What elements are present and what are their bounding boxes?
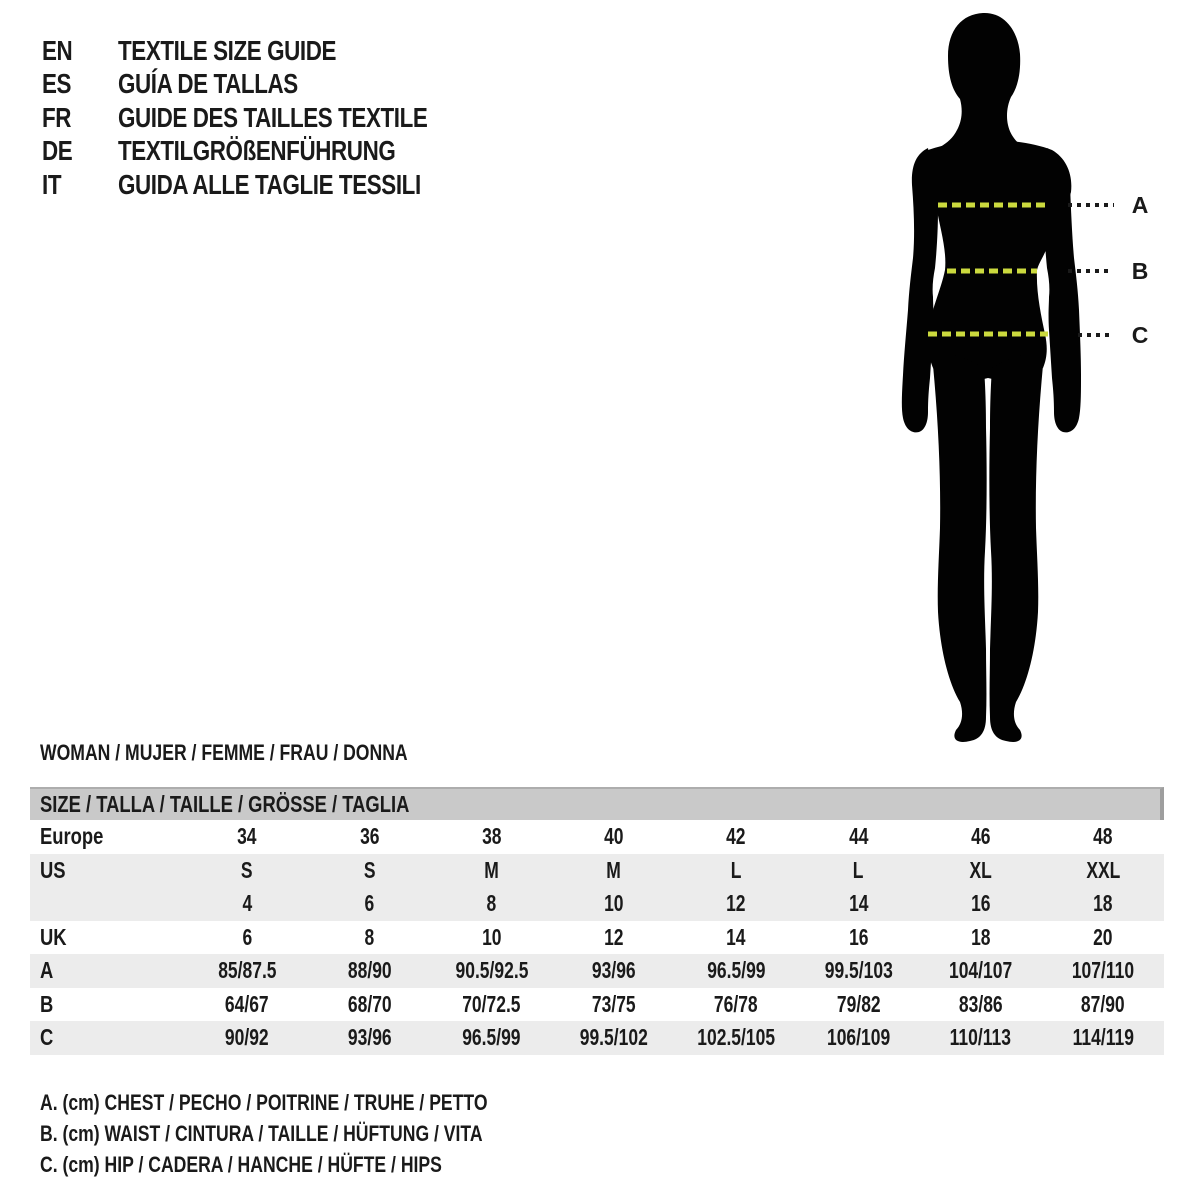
- size-cell: 70/72.5: [462, 990, 521, 1017]
- size-cell: 36: [359, 823, 380, 850]
- row-label: Europe: [40, 823, 104, 850]
- size-cell: 34: [237, 823, 257, 850]
- size-cell: 114/119: [1072, 1024, 1134, 1051]
- lang-code: ES: [42, 68, 72, 100]
- size-cell: 68/70: [347, 990, 392, 1017]
- lang-title: TEXTILE SIZE GUIDE: [118, 34, 337, 66]
- size-cell: L: [730, 856, 742, 883]
- lang-row-fr: [42, 101, 505, 135]
- row-label: A: [40, 957, 54, 984]
- size-cell: 14: [726, 923, 746, 950]
- size-cell: 90.5/92.5: [455, 957, 529, 984]
- lang-title: GUIDE DES TAILLES TEXTILE: [118, 101, 428, 133]
- size-cell: 14: [848, 890, 869, 917]
- size-cell: 8: [364, 923, 375, 950]
- size-cell: 20: [1093, 923, 1113, 950]
- legend-item-chest: A. (cm) CHEST / PECHO / POITRINE / TRUHE / PETTO: [40, 1089, 488, 1115]
- size-cell: 73/75: [592, 990, 636, 1017]
- table-row-us-numbers: [30, 887, 1164, 921]
- size-cell: 4: [242, 890, 252, 917]
- table-row-hip: [30, 1021, 1164, 1055]
- size-cell: 83/86: [958, 990, 1003, 1017]
- size-cell: 104/107: [949, 957, 1013, 984]
- size-cell: 96.5/99: [462, 1024, 521, 1051]
- language-title-block: [42, 34, 505, 202]
- size-cell: 16: [970, 890, 991, 917]
- size-cell: 38: [481, 823, 502, 850]
- size-cell: 18: [970, 923, 991, 950]
- size-cell: L: [853, 856, 864, 883]
- woman-silhouette-figure: [840, 0, 1100, 750]
- lang-code: IT: [42, 168, 62, 200]
- measure-label-a: A: [1131, 192, 1149, 218]
- lang-title: GUIDA ALLE TAGLIE TESSILI: [118, 168, 421, 200]
- size-cell: 10: [481, 923, 502, 950]
- size-cell: 107/110: [1071, 957, 1134, 984]
- row-label: [30, 890, 186, 917]
- size-cell: 88/90: [347, 957, 392, 984]
- measure-label-b: B: [1131, 258, 1149, 284]
- size-cell: 44: [848, 823, 869, 850]
- size-cell: 87/90: [1081, 990, 1125, 1017]
- silhouette-right-leg: [989, 353, 1044, 742]
- size-cell: XXL: [1085, 856, 1120, 883]
- size-cell: 110/113: [949, 1024, 1012, 1051]
- size-cell: XL: [969, 856, 992, 883]
- table-title-text: WOMAN / MUJER / FEMME / FRAU / DONNA: [40, 740, 408, 765]
- size-cell: M: [484, 856, 499, 883]
- size-cell: 48: [1093, 823, 1113, 850]
- size-cell: 12: [726, 890, 746, 917]
- page-title: [40, 740, 500, 766]
- waist-leader-line: [1068, 269, 1113, 273]
- legend-item-waist: B. (cm) WAIST / CINTURA / TAILLE / HÜFTUNG / VITA: [40, 1120, 483, 1146]
- legend-item-hip: C. (cm) HIP / CADERA / HANCHE / HÜFTE / HIPS: [40, 1151, 442, 1177]
- size-cell: 85/87.5: [217, 957, 277, 984]
- size-cell: 12: [604, 923, 624, 950]
- size-cell: M: [606, 856, 622, 883]
- row-label: B: [40, 990, 54, 1017]
- size-cell: 16: [848, 923, 869, 950]
- chest-leader-line: [1068, 203, 1114, 207]
- size-cell: 64/67: [225, 990, 269, 1017]
- row-label: UK: [40, 923, 67, 950]
- size-cell: 6: [242, 923, 252, 950]
- lang-code: FR: [42, 101, 72, 133]
- table-row-europe: [30, 820, 1164, 854]
- size-cell: 96.5/99: [706, 957, 766, 984]
- lang-row-de: [42, 135, 505, 169]
- table-row-us-letters: [30, 854, 1164, 888]
- size-cell: 8: [486, 890, 497, 917]
- silhouette-head: [940, 13, 1023, 147]
- table-row-chest: [30, 954, 1164, 988]
- lang-row-en: [42, 34, 505, 68]
- lang-code: DE: [42, 135, 73, 167]
- measurement-legend: [40, 1087, 599, 1180]
- table-header-text: SIZE / TALLA / TAILLE / GRÖSSE / TAGLIA: [40, 791, 410, 817]
- size-cell: 40: [604, 823, 624, 850]
- measure-label-c: C: [1131, 322, 1149, 348]
- size-cell: 93/96: [592, 957, 636, 984]
- silhouette-left-arm: [902, 148, 938, 432]
- size-cell: 102.5/105: [697, 1024, 776, 1051]
- table-header: [30, 787, 1164, 820]
- size-table: [30, 787, 1164, 1055]
- size-cell: 18: [1093, 890, 1113, 917]
- size-cell: S: [363, 856, 376, 883]
- size-cell: 79/82: [836, 990, 881, 1017]
- silhouette-left-leg: [932, 353, 987, 742]
- lang-row-es: [42, 68, 505, 102]
- size-cell: 6: [364, 890, 375, 917]
- lang-code: EN: [42, 34, 73, 66]
- table-row-uk: [30, 921, 1164, 955]
- row-label: US: [40, 856, 66, 883]
- size-cell: 10: [604, 890, 624, 917]
- size-cell: S: [241, 856, 253, 883]
- size-cell: 106/109: [826, 1024, 890, 1051]
- hip-leader-line: [1078, 333, 1113, 337]
- size-cell: 99.5/103: [824, 957, 893, 984]
- lang-title: TEXTILGRÖßENFÜHRUNG: [118, 135, 396, 167]
- size-cell: 99.5/102: [579, 1024, 648, 1051]
- table-row-waist: [30, 988, 1164, 1022]
- lang-title: GUÍA DE TALLAS: [118, 68, 298, 100]
- size-cell: 93/96: [347, 1024, 392, 1051]
- size-cell: 90/92: [225, 1024, 269, 1051]
- row-label: C: [40, 1024, 54, 1051]
- size-cell: 76/78: [714, 990, 758, 1017]
- size-cell: 42: [726, 823, 746, 850]
- size-cell: 46: [970, 823, 991, 850]
- lang-row-it: [42, 168, 505, 202]
- silhouette-right-arm: [1044, 148, 1081, 432]
